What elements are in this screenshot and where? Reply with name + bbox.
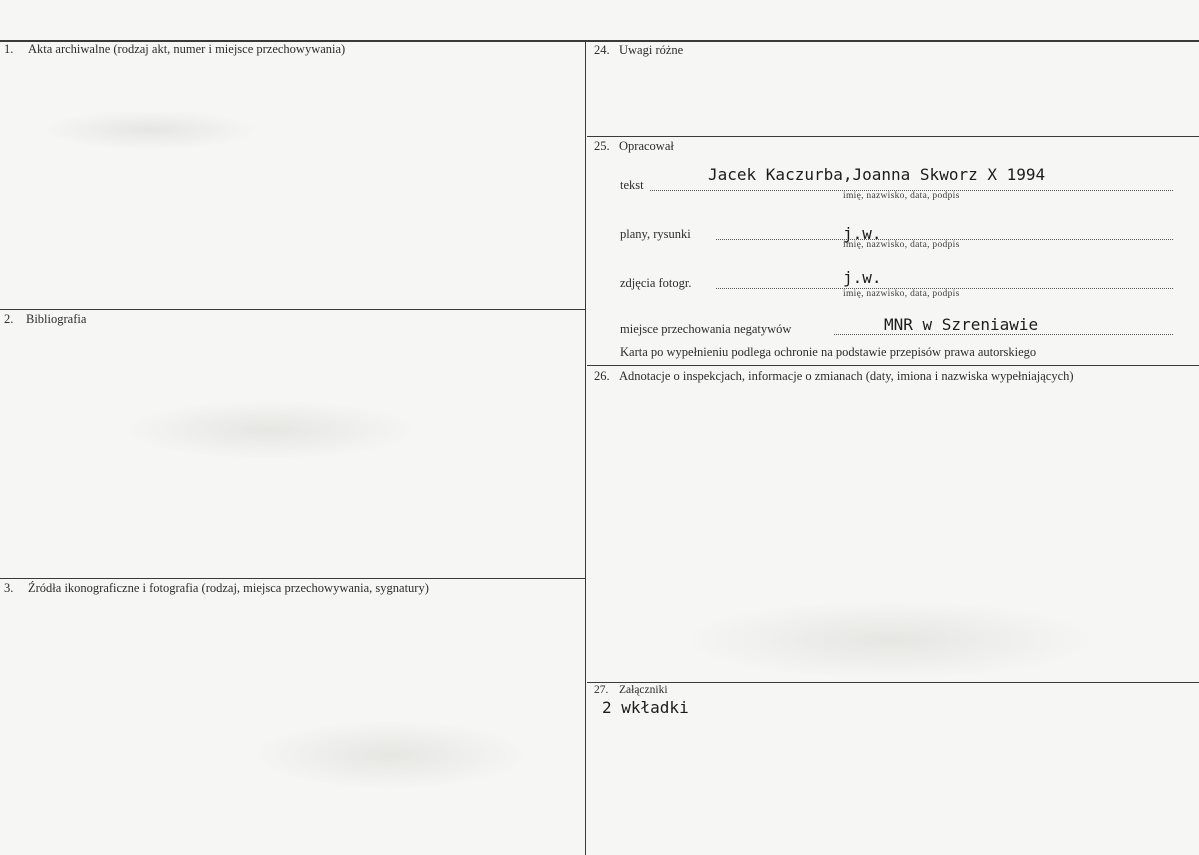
field-caption-zdjecia: imię, nazwisko, data, podpis (843, 289, 960, 299)
paper-smudge (680, 600, 1100, 680)
field-caption-plany: imię, nazwisko, data, podpis (843, 240, 960, 250)
paper-smudge (250, 720, 530, 790)
section-number: 2. (4, 312, 14, 326)
section-number: 26. (594, 369, 610, 383)
section-label-akta: Akta archiwalne (rodzaj akt, numer i miejsce przechowywania) (28, 42, 346, 56)
section-label-zrodla: Źródła ikonograficzne i fotografia (rodzaj, miejsca przechowywania, sygnatury) (28, 581, 429, 595)
section-label-uwagi: Uwagi różne (619, 43, 684, 57)
paper-smudge (40, 110, 260, 150)
section-number: 27. (594, 684, 609, 696)
section-number: 3. (4, 581, 14, 595)
section-number: 25. (594, 139, 610, 153)
paper-smudge (120, 400, 420, 460)
column-divider (585, 40, 586, 855)
divider-opracowal-adnotacje (587, 365, 1199, 366)
field-value-zalaczniki: 2 wkładki (602, 698, 689, 717)
section-label-zalaczniki: Załączniki (619, 684, 668, 696)
field-label-tekst: tekst (620, 178, 644, 192)
dotted-line-negatywy (834, 334, 1173, 335)
field-value-negatywy: MNR w Szreniawie (884, 315, 1039, 334)
section-number: 24. (594, 43, 610, 57)
section-label-opracowal: Opracował (619, 139, 674, 153)
divider-bibliografia-zrodla (0, 578, 585, 579)
field-label-negatywy: miejsce przechowania negatywów (620, 322, 792, 336)
divider-akta-bibliografia (0, 309, 585, 310)
section-label-bibliografia: Bibliografia (26, 312, 87, 326)
field-value-plany: j.w. (843, 224, 882, 243)
section-number: 1. (4, 42, 14, 56)
divider-adnotacje-zalaczniki (587, 682, 1199, 683)
field-value-zdjecia: j.w. (843, 268, 882, 287)
divider-uwagi-opracowal (587, 136, 1199, 137)
field-caption-tekst: imię, nazwisko, data, podpis (843, 191, 960, 201)
section-label-adnotacje: Adnotacje o inspekcjach, informacje o zmianach (daty, imiona i nazwiska wypełniających) (619, 369, 1074, 383)
copyright-note: Karta po wypełnieniu podlega ochronie na podstawie przepisów prawa autorskiego (620, 345, 1037, 359)
field-value-tekst: Jacek Kaczurba,Joanna Skworz X 1994 (708, 165, 1046, 184)
field-label-plany: plany, rysunki (620, 227, 691, 241)
field-label-zdjecia: zdjęcia fotogr. (620, 276, 692, 290)
